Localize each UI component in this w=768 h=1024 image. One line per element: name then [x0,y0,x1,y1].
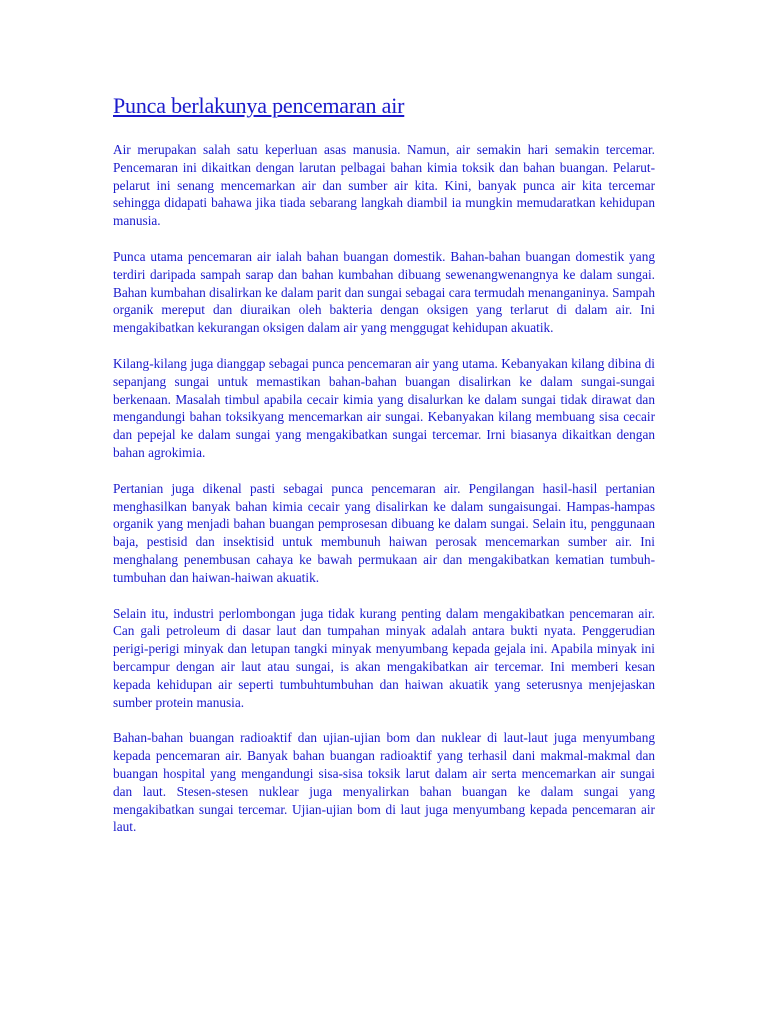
document-title: Punca berlakunya pencemaran air [113,93,405,118]
document-page [113,90,655,854]
paragraph-mining: Selain itu, industri perlombongan juga tidak kurang penting dalam mengakibatkan pencemaran air. Can gali petroleum di dasar laut dan tumpahan minyak adalah antara bukti nyata. Penggerudian perigi-perigi minyak dan letupan tangki minyak menyumbang kepada gejala ini. Apabila minyak ini bercampur dengan air laut atau sungai, is akan mengakibatkan air tercemar. Ini memberi kesan kepada kehidupan air seperti tumbuhtumbuhan dan haiwan akuatik yang seterusnya menjejaskan sumber protein manusia. [113,605,655,710]
paragraph-intro: Air merupakan salah satu keperluan asas manusia. Namun, air semakin hari semakin tercemar. Pencemaran ini dikaitkan dengan larutan pelbagai bahan kimia toksik dan bahan buangan. Pelarut-pelarut ini senang mencemarkan air dan sumber air kita. Kini, banyak punca air kita tercemar sehingga didapati bahawa jika tiada sebarang langkah diambil ia mungkin memudaratkan kehidupan manusia. [113,142,655,229]
paragraph-agriculture: Pertanian juga dikenal pasti sebagai punca pencemaran air. Pengilangan hasil-hasil pertanian menghasilkan banyak bahan kimia cecair yang disalirkan ke dalam sungaisungai. Hampas-hampas organik yang menjadi bahan buangan pemprosesan dibuang ke dalam sungai. Selain itu, penggunaan baja, pestisid dan insektisid untuk membunuh haiwan perosak mencemarkan sumber air. Ini menghalang penembusan cahaya ke bawah permukaan air dan mengakibatkan kematian tumbuh-tumbuhan dan haiwan-haiwan akuatik. [113,480,655,585]
paragraph-radioactive: Bahan-bahan buangan radioaktif dan ujian-ujian bom dan nuklear di laut-laut juga menyumbang kepada pencemaran air. Banyak bahan buangan radioaktif yang terhasil dani makmal-makmal dan buangan hospital yang mengandungi sisa-sisa toksik larut dalam air serta mencemarkan air sungai dan laut. Stesen-stesen nuklear juga menyalirkan bahan buangan ke dalam sungai yang mengakibatkan sungai tercemar. Ujian-ujian bom di laut juga menyumbang kepada pencemaran air laut. [113,730,655,835]
paragraph-factories: Kilang-kilang juga dianggap sebagai punca pencemaran air yang utama. Kebanyakan kilang dibina di sepanjang sungai untuk memastikan bahan-bahan buangan disalirkan ke dalam sungai-sungai berkenaan. Masalah timbul apabila cecair kimia yang disalurkan ke dalam sungai tidak dirawat dan mengandungi bahan toksikyang mencemarkan air sungai. Kebanyakan kilang membuang sisa cecair dan pepejal ke dalam sungai yang mengakibatkan sungai tercemar. Irni biasanya dikaitkan dengan bahan agrokimia. [113,355,655,460]
paragraph-domestic-waste: Punca utama pencemaran air ialah bahan buangan domestik. Bahan-bahan buangan domestik yang terdiri daripada sampah sarap dan bahan kumbahan dibuang sewenangwenangnya ke dalam sungai. Bahan kumbahan disalirkan ke dalam parit dan sungai sebagai cara termudah menanganinya. Sampah organik mereput dan diuraikan oleh bakteria dengan oksigen yang terlarut di dalam air. Ini mengakibatkan kekurangan oksigen dalam air yang menggugat kehidupan akuatik. [113,248,655,336]
